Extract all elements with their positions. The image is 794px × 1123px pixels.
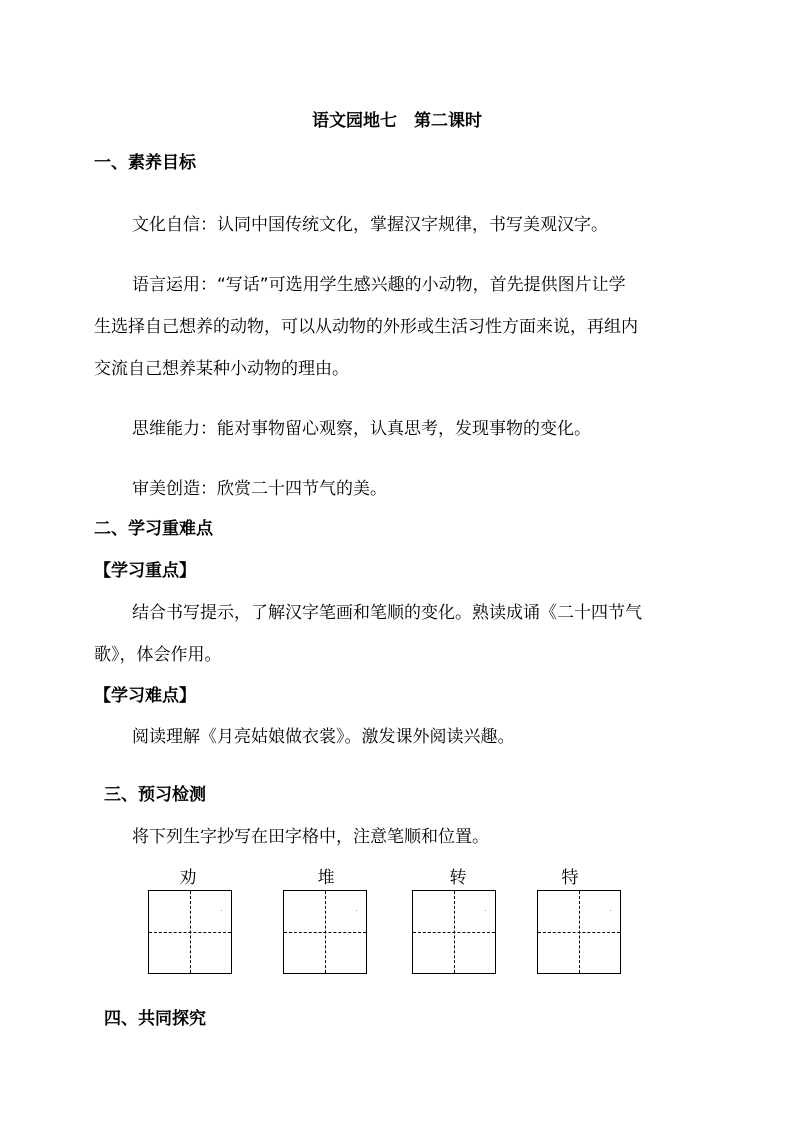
grid-horizontal-guide	[284, 932, 366, 933]
grid-horizontal-guide	[538, 932, 620, 933]
preview-instruction: 将下列生字抄写在田字格中，注意笔顺和位置。	[132, 827, 489, 847]
practice-char-4: 特	[561, 868, 579, 888]
grid-mark	[485, 910, 486, 911]
section-heading-explore: 四、共同探究	[104, 1009, 206, 1029]
practice-char-3: 转	[449, 868, 467, 888]
grid-mark	[221, 910, 222, 911]
goal-language-line-2: 生选择自己想养的动物，可以从动物的外形或生活习性方面来说，再组内	[94, 317, 638, 337]
section-heading-preview: 三、预习检测	[104, 785, 206, 805]
difficulty-text: 阅读理解《月亮姑娘做衣裳》。激发课外阅读兴趣。	[132, 727, 515, 747]
grid-mark	[356, 910, 357, 911]
tianzige-grid-4[interactable]	[537, 890, 621, 974]
practice-char-1: 劝	[179, 868, 197, 888]
practice-char-2: 堆	[317, 868, 335, 888]
key-points-label: 【学习重点】	[94, 561, 196, 581]
difficulty-label: 【学习难点】	[94, 686, 196, 706]
tianzige-grid-2[interactable]	[283, 890, 367, 974]
tianzige-grid-3[interactable]	[412, 890, 496, 974]
key-points-line-2: 歌》，体会作用。	[94, 645, 222, 665]
goal-thinking: 思维能力：能对事物留心观察，认真思考，发现事物的变化。	[132, 419, 591, 439]
goal-language-line-3: 交流自己想养某种小动物的理由。	[94, 359, 349, 379]
section-heading-goals: 一、素养目标	[94, 153, 196, 173]
goal-aesthetic: 审美创造：欣赏二十四节气的美。	[132, 479, 387, 499]
page-title: 语文园地七 第二课时	[312, 111, 482, 131]
grid-horizontal-guide	[413, 932, 495, 933]
goal-cultural-confidence: 文化自信：认同中国传统文化，掌握汉字规律，书写美观汉字。	[132, 215, 608, 235]
section-heading-key-points: 二、学习重难点	[94, 519, 213, 539]
goal-language-line-1: 语言运用：“写话”可选用学生感兴趣的小动物，首先提供图片让学	[132, 275, 626, 295]
tianzige-grid-1[interactable]	[148, 890, 232, 974]
key-points-line-1: 结合书写提示，了解汉字笔画和笔顺的变化。熟读成诵《二十四节气	[132, 603, 642, 623]
grid-mark	[610, 910, 611, 911]
grid-horizontal-guide	[149, 932, 231, 933]
